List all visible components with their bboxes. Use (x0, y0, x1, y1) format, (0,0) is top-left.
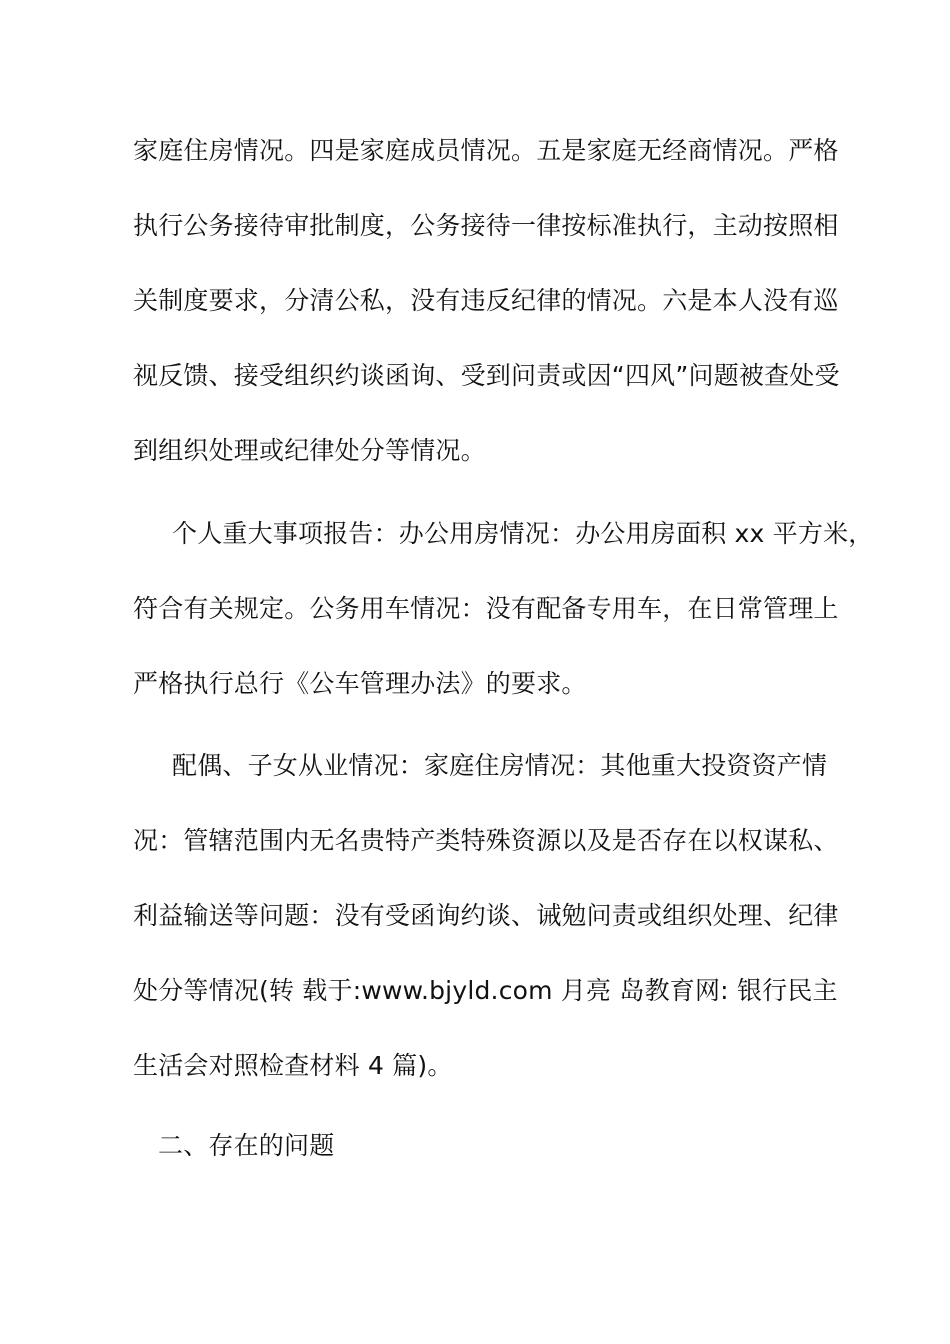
paragraph-line: 关制度要求，分清公私，没有违反纪律的情况。六是本人没有巡 (133, 286, 839, 315)
paragraph-line: 视反馈、接受组织约谈函询、受到问责或因“四风”问题被查处受 (133, 361, 840, 390)
paragraph-line: 符合有关规定。公务用车情况：没有配备专用车，在日常管理上 (133, 594, 839, 623)
paragraph-line: 严格执行总行《公车管理办法》的要求。 (133, 669, 587, 698)
paragraph-line: 处分等情况(转 载于:www.bjyld.com 月亮 岛教育网: 银行民主 (133, 976, 838, 1005)
section-heading: 二、存在的问题 (158, 1131, 335, 1160)
paragraph-line: 执行公务接待审批制度，公务接待一律按标准执行，主动按照相 (133, 211, 839, 240)
paragraph-line: 配偶、子女从业情况：家庭住房情况：其他重大投资资产情 (172, 751, 828, 780)
paragraph-line: 家庭住房情况。四是家庭成员情况。五是家庭无经商情况。严格 (133, 136, 839, 165)
paragraph-line: 况：管辖范围内无名贵特产类特殊资源以及是否存在以权谋私、 (133, 826, 839, 855)
paragraph-line: 利益输送等问题：没有受函询约谈、诫勉问责或组织处理、纪律 (133, 901, 839, 930)
paragraph-line: 个人重大事项报告：办公用房情况：办公用房面积 xx 平方米， (172, 519, 874, 548)
paragraph-line: 到组织处理或纪律处分等情况。 (133, 436, 486, 465)
paragraph-line: 生活会对照检查材料 4 篇)。 (133, 1051, 453, 1080)
